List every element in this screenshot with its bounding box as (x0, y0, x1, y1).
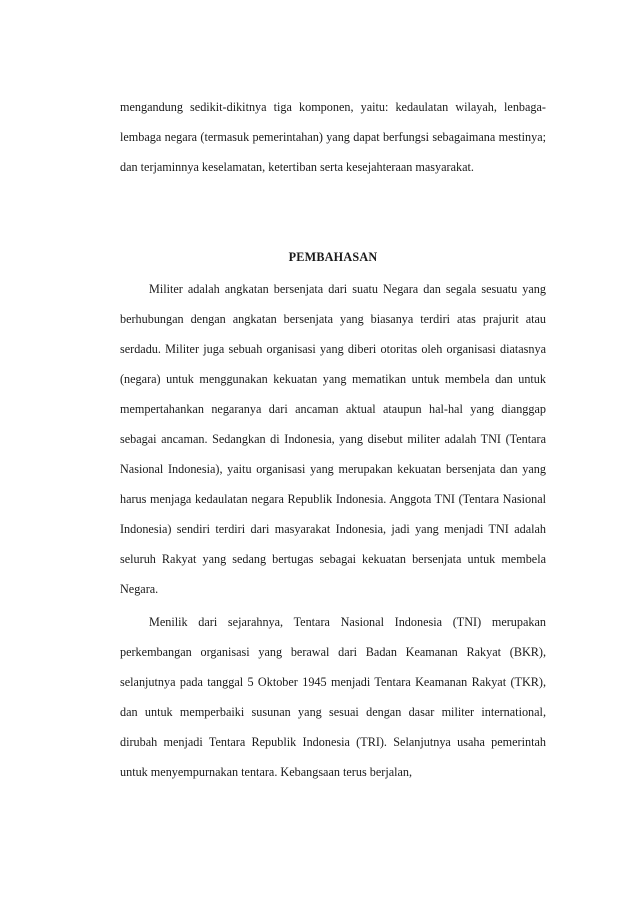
intro-paragraph: mengandung sedikit-dikitnya tiga komponen, yaitu: kedaulatan wilayah, lenbaga-lembaga negara (termasuk pemerintahan) yang dapat berfungsi sebagaimana mestinya; dan terjaminnya keselamatan, ketertiban serta kesejahteraan masyarakat. (120, 100, 546, 174)
section-heading: PEMBAHASAN (288, 250, 378, 264)
page-content (120, 92, 546, 787)
body-paragraph-sejarah: Menilik dari sejarahnya, Tentara Nasional Indonesia (TNI) merupakan perkembangan organisasi yang berawal dari Badan Keamanan Rakyat (BKR), selanjutnya pada tanggal 5 Oktober 1945 menjadi Tentara Keamanan Rakyat (TKR), dan untuk memperbaiki susunan yang sesuai dengan dasar militer international, dirubah menjadi Tentara Republik Indonesia (TRI). Selanjutnya usaha pemerintah untuk menyempurnakan tentara. Kebangsaan terus berjalan, (120, 615, 546, 779)
body-paragraph-militer: Militer adalah angkatan bersenjata dari suatu Negara dan segala sesuatu yang berhubungan dengan angkatan bersenjata yang biasanya terdiri atas prajurit atau serdadu. Militer juga sebuah organisasi yang diberi otoritas oleh organisasi diatasnya (negara) untuk menggunakan kekuatan yang mematikan untuk membela dan untuk mempertahankan negaranya dari ancaman aktual ataupun hal-hal yang dianggap sebagai ancaman. Sedangkan di Indonesia, yang disebut militer adalah TNI (Tentara Nasional Indonesia), yaitu organisasi yang merupakan kekuatan bersenjata dan yang harus menjaga kedaulatan negara Republik Indonesia. Anggota TNI (Tentara Nasional Indonesia) sendiri terdiri dari masyarakat Indonesia, jadi yang menjadi TNI adalah seluruh Rakyat yang sedang bertugas sebagai kekuatan bersenjata untuk membela Negara. (120, 282, 546, 596)
